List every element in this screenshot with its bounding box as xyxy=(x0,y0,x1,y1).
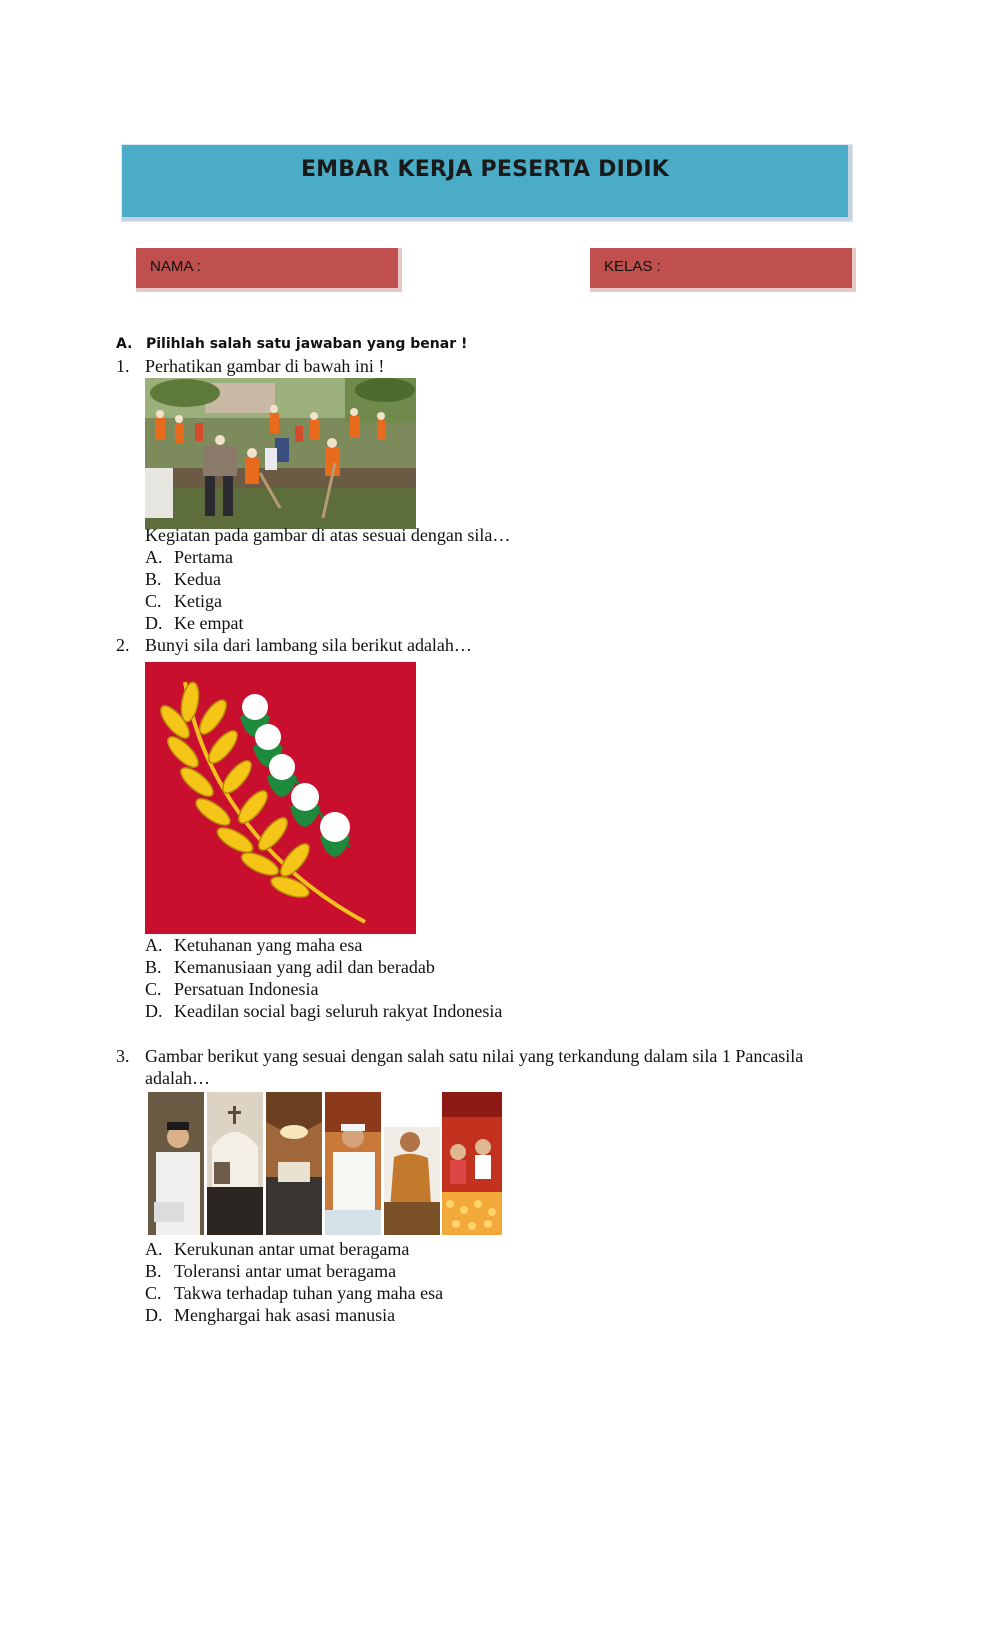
option-letter: A. xyxy=(145,547,163,567)
answer-option[interactable] xyxy=(145,978,318,1000)
answer-option[interactable] xyxy=(145,1282,443,1304)
question-number: 3. xyxy=(116,1046,130,1066)
answer-option[interactable] xyxy=(145,1000,502,1022)
answer-option[interactable] xyxy=(145,590,222,612)
question-3 xyxy=(116,1045,976,1089)
option-text: Ketiga xyxy=(174,591,222,611)
answer-option[interactable] xyxy=(145,1260,396,1282)
answer-option[interactable] xyxy=(145,546,233,568)
answer-option[interactable] xyxy=(145,934,362,956)
answer-option[interactable] xyxy=(145,1304,395,1326)
question-number: 1. xyxy=(116,356,130,376)
option-text: Toleransi antar umat beragama xyxy=(174,1261,397,1281)
question-1 xyxy=(116,355,716,377)
question-prompt: Gambar berikut yang sesuai dengan salah satu nilai yang terkandung dalam sila 1 Pancasila xyxy=(145,1046,804,1066)
question-prompt-continued: adalah… xyxy=(145,1068,210,1088)
section-letter: A. xyxy=(116,336,133,352)
class-label: KELAS : xyxy=(604,258,661,275)
question-prompt: Bunyi sila dari lambang sila berikut adalah… xyxy=(145,635,472,655)
answer-option[interactable] xyxy=(145,956,435,978)
question-prompt: Perhatikan gambar di bawah ini ! xyxy=(145,356,385,376)
option-text: Takwa terhadap tuhan yang maha esa xyxy=(174,1283,444,1303)
option-text: Kedua xyxy=(174,569,221,589)
name-field[interactable] xyxy=(136,248,402,292)
section-heading xyxy=(116,336,467,352)
padi-kapas-emblem xyxy=(145,662,416,934)
option-text: Menghargai hak asasi manusia xyxy=(174,1305,396,1325)
option-letter: C. xyxy=(145,979,162,999)
option-text: Kemanusiaan yang adil dan beradab xyxy=(174,957,435,977)
question-1-followup xyxy=(116,524,816,546)
religions-collage xyxy=(148,1092,502,1235)
option-text: Persatuan Indonesia xyxy=(174,979,319,999)
section-instruction: Pilihlah salah satu jawaban yang benar ! xyxy=(146,336,468,352)
option-text: Keadilan social bagi seluruh rakyat Indonesia xyxy=(174,1001,503,1021)
answer-option[interactable] xyxy=(145,612,243,634)
option-letter: D. xyxy=(145,1305,163,1325)
option-text: Ketuhanan yang maha esa xyxy=(174,935,363,955)
answer-option[interactable] xyxy=(145,1238,409,1260)
class-field[interactable] xyxy=(590,248,856,292)
option-text: Kerukunan antar umat beragama xyxy=(174,1239,410,1259)
option-letter: B. xyxy=(145,1261,162,1281)
option-letter: B. xyxy=(145,569,162,589)
option-letter: B. xyxy=(145,957,162,977)
question-followup: Kegiatan pada gambar di atas sesuai dengan sila… xyxy=(145,525,511,545)
option-letter: C. xyxy=(145,591,162,611)
option-text: Ke empat xyxy=(174,613,244,633)
option-letter: C. xyxy=(145,1283,162,1303)
answer-option[interactable] xyxy=(145,568,221,590)
option-letter: A. xyxy=(145,1239,163,1259)
option-text: Pertama xyxy=(174,547,233,567)
worksheet-title: EMBAR KERJA PESERTA DIDIK xyxy=(300,157,670,182)
question-2 xyxy=(116,634,816,656)
option-letter: D. xyxy=(145,613,163,633)
worksheet-title-banner xyxy=(122,145,852,221)
community-work-photo xyxy=(145,378,416,529)
name-label: NAMA : xyxy=(150,258,201,275)
question-number: 2. xyxy=(116,635,130,655)
option-letter: D. xyxy=(145,1001,163,1021)
option-letter: A. xyxy=(145,935,163,955)
